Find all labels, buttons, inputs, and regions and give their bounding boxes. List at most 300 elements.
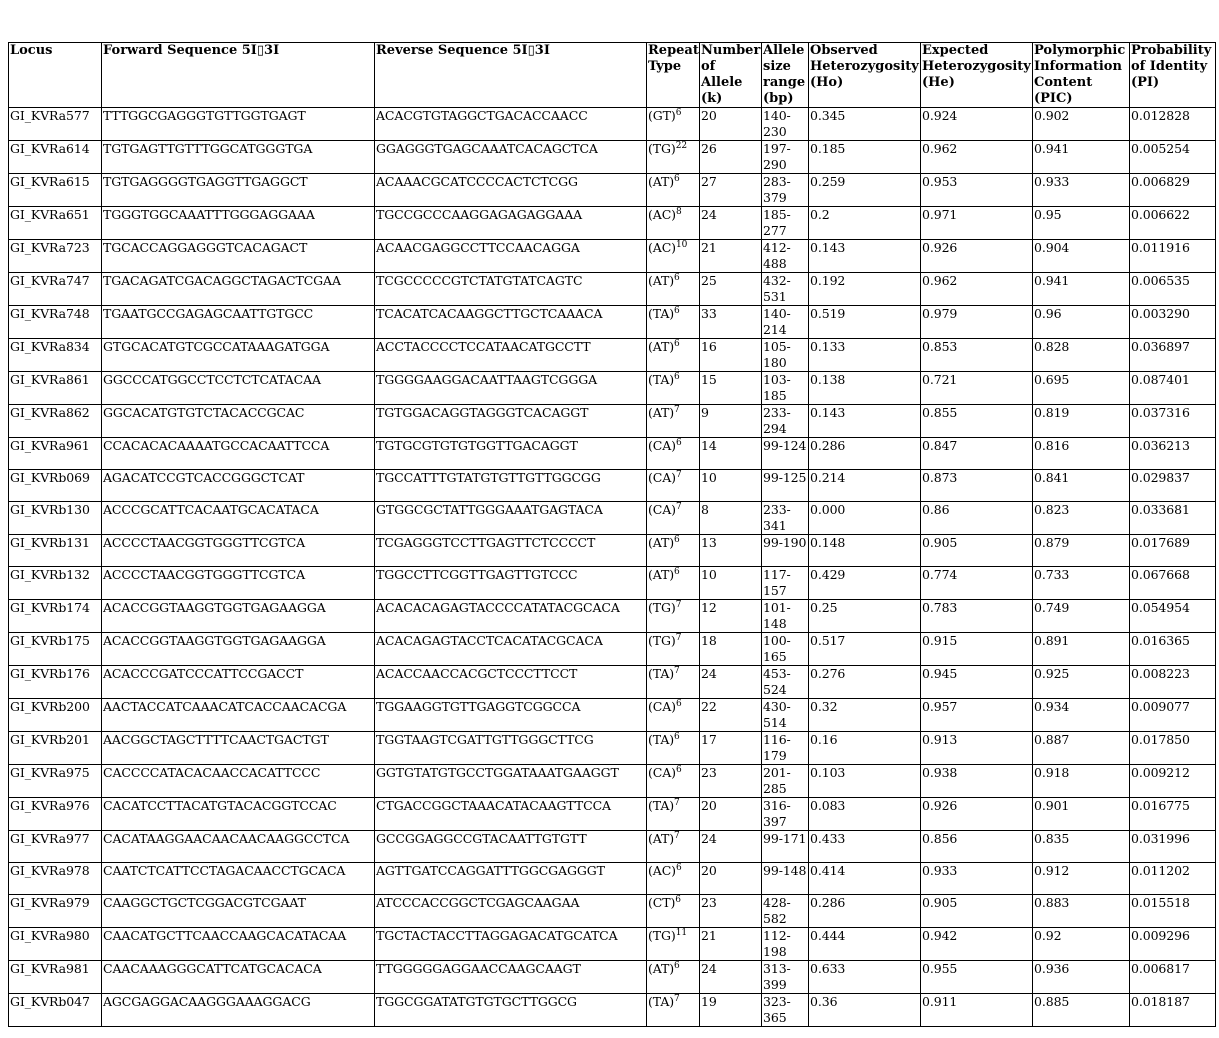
- observed-heterozygosity-cell: 0.519: [809, 306, 921, 339]
- locus-cell: GI_KVRa747: [9, 273, 102, 306]
- table-row: [9, 831, 1216, 863]
- repeat-type-cell: [647, 798, 700, 831]
- repeat-motif: (AT): [648, 961, 675, 976]
- locus-cell: GI_KVRa861: [9, 372, 102, 405]
- allele-count-cell: 12: [700, 600, 762, 633]
- repeat-motif: (GT): [648, 108, 676, 123]
- locus-cell: GI_KVRa748: [9, 306, 102, 339]
- table-row: [9, 470, 1216, 502]
- repeat-type-cell: [647, 732, 700, 765]
- repeat-type-cell: [647, 141, 700, 174]
- reverse-sequence-cell: TGGAAGGTGTTGAGGTCGGCCA: [375, 699, 647, 732]
- forward-sequence-cell: TGCACCAGGAGGGTCACAGACT: [102, 240, 375, 273]
- observed-heterozygosity-cell: 0.444: [809, 928, 921, 961]
- expected-heterozygosity-cell: 0.926: [921, 240, 1033, 273]
- locus-cell: GI_KVRb130: [9, 502, 102, 535]
- locus-cell: GI_KVRb201: [9, 732, 102, 765]
- table-row: [9, 961, 1216, 994]
- locus-cell: GI_KVRa834: [9, 339, 102, 372]
- locus-cell: GI_KVRa651: [9, 207, 102, 240]
- pic-cell: 0.95: [1033, 207, 1130, 240]
- repeat-type-cell: [647, 535, 700, 567]
- probability-of-identity-cell: 0.009212: [1130, 765, 1216, 798]
- allele-range-cell: 316-397: [762, 798, 809, 831]
- table-row: [9, 666, 1216, 699]
- repeat-motif: (AT): [648, 831, 675, 846]
- reverse-sequence-cell: ACACGTGTAGGCTGACACCAACC: [375, 108, 647, 141]
- repeat-count: 10: [675, 240, 688, 250]
- pic-cell: 0.887: [1033, 732, 1130, 765]
- reverse-sequence-cell: TCGAGGGTCCTTGAGTTCTCCCCT: [375, 535, 647, 567]
- probability-of-identity-cell: 0.006829: [1130, 174, 1216, 207]
- probability-of-identity-cell: 0.029837: [1130, 470, 1216, 502]
- forward-sequence-cell: ACACCGGTAAGGTGGTGAGAAGGA: [102, 600, 375, 633]
- probability-of-identity-cell: 0.037316: [1130, 405, 1216, 438]
- expected-heterozygosity-cell: 0.913: [921, 732, 1033, 765]
- repeat-type-cell: [647, 831, 700, 863]
- repeat-motif: (AC): [648, 240, 676, 255]
- forward-sequence-cell: CACATCCTTACATGTACACGGTCCAC: [102, 798, 375, 831]
- expected-heterozygosity-cell: 0.957: [921, 699, 1033, 732]
- observed-heterozygosity-cell: 0.276: [809, 666, 921, 699]
- repeat-type-cell: [647, 633, 700, 666]
- probability-of-identity-cell: 0.006622: [1130, 207, 1216, 240]
- repeat-type-cell: [647, 240, 700, 273]
- repeat-motif: (TG): [648, 600, 676, 615]
- header-repeat-type: Repeat Type: [647, 43, 700, 108]
- repeat-count: 6: [674, 372, 680, 382]
- table-row: [9, 502, 1216, 535]
- forward-sequence-cell: TGACAGATCGACAGGCTAGACTCGAA: [102, 273, 375, 306]
- repeat-motif: (AC): [648, 207, 676, 222]
- table-row: [9, 306, 1216, 339]
- repeat-count: 7: [674, 798, 680, 808]
- locus-cell: GI_KVRb175: [9, 633, 102, 666]
- repeat-count: 6: [674, 339, 680, 349]
- header-allele-size-range: Allele size range (bp): [762, 43, 809, 108]
- pic-cell: 0.92: [1033, 928, 1130, 961]
- repeat-motif: (CA): [648, 470, 676, 485]
- allele-count-cell: 21: [700, 928, 762, 961]
- allele-range-cell: 140-230: [762, 108, 809, 141]
- repeat-type-cell: [647, 306, 700, 339]
- repeat-type-cell: [647, 273, 700, 306]
- observed-heterozygosity-cell: 0.345: [809, 108, 921, 141]
- probability-of-identity-cell: 0.015518: [1130, 895, 1216, 928]
- header-probability-of-identity: Probability of Identity (PI): [1130, 43, 1216, 108]
- repeat-count: 6: [675, 863, 682, 873]
- probability-of-identity-cell: 0.067668: [1130, 567, 1216, 600]
- reverse-sequence-cell: ACAAACGCATCCCCACTCTCGG: [375, 174, 647, 207]
- repeat-count: 7: [674, 831, 680, 841]
- table-row: [9, 633, 1216, 666]
- repeat-count: 7: [675, 470, 682, 480]
- allele-count-cell: 24: [700, 666, 762, 699]
- pic-cell: 0.941: [1033, 273, 1130, 306]
- observed-heterozygosity-cell: 0.103: [809, 765, 921, 798]
- repeat-motif: (AT): [648, 535, 675, 550]
- allele-range-cell: 453-524: [762, 666, 809, 699]
- forward-sequence-cell: GGCACATGTGTCTACACCGCAC: [102, 405, 375, 438]
- allele-range-cell: 197-290: [762, 141, 809, 174]
- pic-cell: 0.918: [1033, 765, 1130, 798]
- table-row: [9, 928, 1216, 961]
- pic-cell: 0.885: [1033, 994, 1130, 1027]
- probability-of-identity-cell: 0.003290: [1130, 306, 1216, 339]
- pic-cell: 0.879: [1033, 535, 1130, 567]
- probability-of-identity-cell: 0.009077: [1130, 699, 1216, 732]
- allele-count-cell: 24: [700, 831, 762, 863]
- observed-heterozygosity-cell: 0.143: [809, 240, 921, 273]
- repeat-motif: (AT): [648, 339, 675, 354]
- allele-range-cell: 100-165: [762, 633, 809, 666]
- forward-sequence-cell: CAAGGCTGCTCGGACGTCGAAT: [102, 895, 375, 928]
- allele-range-cell: 99-125: [762, 470, 809, 502]
- allele-count-cell: 26: [700, 141, 762, 174]
- reverse-sequence-cell: ACCTACCCCTCCATAACATGCCTT: [375, 339, 647, 372]
- table-row: [9, 567, 1216, 600]
- allele-count-cell: 22: [700, 699, 762, 732]
- probability-of-identity-cell: 0.006535: [1130, 273, 1216, 306]
- table-row: [9, 535, 1216, 567]
- expected-heterozygosity-cell: 0.926: [921, 798, 1033, 831]
- forward-sequence-cell: TGGGTGGCAAATTTGGGAGGAAA: [102, 207, 375, 240]
- allele-range-cell: 430-514: [762, 699, 809, 732]
- locus-cell: GI_KVRa961: [9, 438, 102, 470]
- observed-heterozygosity-cell: 0.633: [809, 961, 921, 994]
- repeat-motif: (TG): [648, 928, 676, 943]
- locus-cell: GI_KVRa614: [9, 141, 102, 174]
- allele-range-cell: 105-180: [762, 339, 809, 372]
- allele-range-cell: 412-488: [762, 240, 809, 273]
- expected-heterozygosity-cell: 0.924: [921, 108, 1033, 141]
- allele-count-cell: 17: [700, 732, 762, 765]
- reverse-sequence-cell: TGCTACTACCTTAGGAGACATGCATCA: [375, 928, 647, 961]
- locus-cell: GI_KVRb200: [9, 699, 102, 732]
- table-row: [9, 372, 1216, 405]
- allele-count-cell: 8: [700, 502, 762, 535]
- expected-heterozygosity-cell: 0.774: [921, 567, 1033, 600]
- expected-heterozygosity-cell: 0.962: [921, 273, 1033, 306]
- pic-cell: 0.904: [1033, 240, 1130, 273]
- pic-cell: 0.835: [1033, 831, 1130, 863]
- probability-of-identity-cell: 0.008223: [1130, 666, 1216, 699]
- probability-of-identity-cell: 0.017689: [1130, 535, 1216, 567]
- reverse-sequence-cell: ACACACAGAGTACCCCATATACGCACA: [375, 600, 647, 633]
- observed-heterozygosity-cell: 0.286: [809, 895, 921, 928]
- reverse-sequence-cell: ACACCAACCACGCTCCCTTCCT: [375, 666, 647, 699]
- forward-sequence-cell: AACTACCATCAAACATCACCAACACGA: [102, 699, 375, 732]
- allele-count-cell: 25: [700, 273, 762, 306]
- repeat-type-cell: [647, 895, 700, 928]
- forward-sequence-cell: TGTGAGGGGTGAGGTTGAGGCT: [102, 174, 375, 207]
- allele-count-cell: 14: [700, 438, 762, 470]
- repeat-count: 6: [674, 273, 680, 283]
- repeat-count: 6: [674, 961, 680, 971]
- allele-count-cell: 23: [700, 895, 762, 928]
- repeat-type-cell: [647, 928, 700, 961]
- header-forward-sequence: Forward Sequence 5I▯3I: [102, 43, 375, 108]
- reverse-sequence-cell: TGTGCGTGTGTGGTTGACAGGT: [375, 438, 647, 470]
- table-row: [9, 339, 1216, 372]
- table-row: [9, 273, 1216, 306]
- allele-range-cell: 101-148: [762, 600, 809, 633]
- forward-sequence-cell: ACCCGCATTCACAATGCACATACA: [102, 502, 375, 535]
- repeat-count: 6: [674, 732, 680, 742]
- expected-heterozygosity-cell: 0.953: [921, 174, 1033, 207]
- repeat-type-cell: [647, 699, 700, 732]
- probability-of-identity-cell: 0.036213: [1130, 438, 1216, 470]
- repeat-motif: (AC): [648, 863, 676, 878]
- repeat-type-cell: [647, 765, 700, 798]
- forward-sequence-cell: CAACAAAGGGCATTCATGCACACA: [102, 961, 375, 994]
- allele-range-cell: 233-294: [762, 405, 809, 438]
- pic-cell: 0.733: [1033, 567, 1130, 600]
- probability-of-identity-cell: 0.018187: [1130, 994, 1216, 1027]
- forward-sequence-cell: TGTGAGTTGTTTGGCATGGGTGA: [102, 141, 375, 174]
- probability-of-identity-cell: 0.087401: [1130, 372, 1216, 405]
- reverse-sequence-cell: TGGTAAGTCGATTGTTGGGCTTCG: [375, 732, 647, 765]
- reverse-sequence-cell: GCCGGAGGCCGTACAATTGTGTT: [375, 831, 647, 863]
- allele-range-cell: 313-399: [762, 961, 809, 994]
- repeat-motif: (TA): [648, 798, 675, 813]
- locus-cell: GI_KVRa975: [9, 765, 102, 798]
- allele-count-cell: 24: [700, 961, 762, 994]
- locus-cell: GI_KVRb131: [9, 535, 102, 567]
- pic-cell: 0.883: [1033, 895, 1130, 928]
- repeat-motif: (CA): [648, 438, 676, 453]
- observed-heterozygosity-cell: 0.517: [809, 633, 921, 666]
- locus-cell: GI_KVRb176: [9, 666, 102, 699]
- forward-sequence-cell: ACCCCTAACGGTGGGTTCGTCA: [102, 535, 375, 567]
- repeat-motif: (TA): [648, 994, 675, 1009]
- expected-heterozygosity-cell: 0.905: [921, 895, 1033, 928]
- forward-sequence-cell: ACACCGGTAAGGTGGTGAGAAGGA: [102, 633, 375, 666]
- allele-count-cell: 20: [700, 798, 762, 831]
- pic-cell: 0.96: [1033, 306, 1130, 339]
- header-observed-heterozygosity: Observed Heterozygosity (Ho): [809, 43, 921, 108]
- allele-range-cell: 428-582: [762, 895, 809, 928]
- pic-cell: 0.912: [1033, 863, 1130, 895]
- table-row: [9, 765, 1216, 798]
- reverse-sequence-cell: TGCCGCCCAAGGAGAGAGGAAA: [375, 207, 647, 240]
- allele-range-cell: 201-285: [762, 765, 809, 798]
- observed-heterozygosity-cell: 0.133: [809, 339, 921, 372]
- observed-heterozygosity-cell: 0.414: [809, 863, 921, 895]
- allele-range-cell: 99-171: [762, 831, 809, 863]
- expected-heterozygosity-cell: 0.911: [921, 994, 1033, 1027]
- reverse-sequence-cell: AGTTGATCCAGGATTTGGCGAGGGT: [375, 863, 647, 895]
- repeat-motif: (TG): [648, 141, 676, 156]
- forward-sequence-cell: GTGCACATGTCGCCATAAAGATGGA: [102, 339, 375, 372]
- locus-cell: GI_KVRa615: [9, 174, 102, 207]
- observed-heterozygosity-cell: 0.429: [809, 567, 921, 600]
- allele-count-cell: 27: [700, 174, 762, 207]
- allele-count-cell: 13: [700, 535, 762, 567]
- header-locus: Locus: [9, 43, 102, 108]
- locus-cell: GI_KVRb132: [9, 567, 102, 600]
- table-row: [9, 108, 1216, 141]
- observed-heterozygosity-cell: 0.185: [809, 141, 921, 174]
- repeat-count: 7: [675, 502, 682, 512]
- pic-cell: 0.925: [1033, 666, 1130, 699]
- allele-range-cell: 233-341: [762, 502, 809, 535]
- forward-sequence-cell: AGACATCCGTCACCGGGCTCAT: [102, 470, 375, 502]
- forward-sequence-cell: ACACCCGATCCCATTCCGACCT: [102, 666, 375, 699]
- locus-cell: GI_KVRa862: [9, 405, 102, 438]
- reverse-sequence-cell: TGCCATTTGTATGTGTTGTTGGCGG: [375, 470, 647, 502]
- pic-cell: 0.749: [1033, 600, 1130, 633]
- probability-of-identity-cell: 0.009296: [1130, 928, 1216, 961]
- allele-range-cell: 116-179: [762, 732, 809, 765]
- reverse-sequence-cell: TGGGGAAGGACAATTAAGTCGGGA: [375, 372, 647, 405]
- expected-heterozygosity-cell: 0.962: [921, 141, 1033, 174]
- observed-heterozygosity-cell: 0.16: [809, 732, 921, 765]
- allele-count-cell: 16: [700, 339, 762, 372]
- pic-cell: 0.902: [1033, 108, 1130, 141]
- header-pic: Polymorphic Information Content (PIC): [1033, 43, 1130, 108]
- expected-heterozygosity-cell: 0.933: [921, 863, 1033, 895]
- forward-sequence-cell: CAATCTCATTCCTAGACAACCTGCACA: [102, 863, 375, 895]
- forward-sequence-cell: CACATAAGGAACAACAACAAGGCCTCA: [102, 831, 375, 863]
- pic-cell: 0.841: [1033, 470, 1130, 502]
- locus-cell: GI_KVRa979: [9, 895, 102, 928]
- table-row: [9, 207, 1216, 240]
- probability-of-identity-cell: 0.054954: [1130, 600, 1216, 633]
- primer-table: [8, 42, 1216, 1027]
- repeat-motif: (TA): [648, 372, 675, 387]
- allele-count-cell: 24: [700, 207, 762, 240]
- observed-heterozygosity-cell: 0.138: [809, 372, 921, 405]
- repeat-count: 22: [675, 141, 687, 151]
- allele-count-cell: 19: [700, 994, 762, 1027]
- probability-of-identity-cell: 0.006817: [1130, 961, 1216, 994]
- forward-sequence-cell: GGCCCATGGCCTCCTCTCATACAA: [102, 372, 375, 405]
- pic-cell: 0.816: [1033, 438, 1130, 470]
- repeat-motif: (TA): [648, 732, 675, 747]
- repeat-count: 7: [675, 600, 682, 610]
- allele-count-cell: 9: [700, 405, 762, 438]
- forward-sequence-cell: AGCGAGGACAAGGGAAAGGACG: [102, 994, 375, 1027]
- repeat-type-cell: [647, 339, 700, 372]
- repeat-type-cell: [647, 961, 700, 994]
- expected-heterozygosity-cell: 0.86: [921, 502, 1033, 535]
- expected-heterozygosity-cell: 0.915: [921, 633, 1033, 666]
- allele-range-cell: 185-277: [762, 207, 809, 240]
- expected-heterozygosity-cell: 0.971: [921, 207, 1033, 240]
- table-row: [9, 994, 1216, 1027]
- allele-range-cell: 99-190: [762, 535, 809, 567]
- observed-heterozygosity-cell: 0.000: [809, 502, 921, 535]
- repeat-motif: (CT): [648, 895, 676, 910]
- reverse-sequence-cell: ATCCCACCGGCTCGAGCAAGAA: [375, 895, 647, 928]
- reverse-sequence-cell: TGGCCTTCGGTTGAGTTGTCCC: [375, 567, 647, 600]
- observed-heterozygosity-cell: 0.143: [809, 405, 921, 438]
- table-row: [9, 895, 1216, 928]
- expected-heterozygosity-cell: 0.938: [921, 765, 1033, 798]
- repeat-count: 6: [674, 535, 680, 545]
- expected-heterozygosity-cell: 0.873: [921, 470, 1033, 502]
- expected-heterozygosity-cell: 0.942: [921, 928, 1033, 961]
- repeat-count: 6: [675, 438, 682, 448]
- probability-of-identity-cell: 0.016365: [1130, 633, 1216, 666]
- repeat-count: 6: [675, 699, 682, 709]
- observed-heterozygosity-cell: 0.2: [809, 207, 921, 240]
- expected-heterozygosity-cell: 0.856: [921, 831, 1033, 863]
- observed-heterozygosity-cell: 0.259: [809, 174, 921, 207]
- repeat-count: 7: [675, 633, 682, 643]
- probability-of-identity-cell: 0.011916: [1130, 240, 1216, 273]
- repeat-type-cell: [647, 863, 700, 895]
- reverse-sequence-cell: ACACAGAGTACCTCACATACGCACA: [375, 633, 647, 666]
- table-row: [9, 600, 1216, 633]
- repeat-motif: (CA): [648, 502, 676, 517]
- reverse-sequence-cell: TGTGGACAGGTAGGGTCACAGGT: [375, 405, 647, 438]
- repeat-type-cell: [647, 405, 700, 438]
- expected-heterozygosity-cell: 0.945: [921, 666, 1033, 699]
- repeat-motif: (AT): [648, 405, 675, 420]
- header-expected-heterozygosity: Expected Heterozygosity (He): [921, 43, 1033, 108]
- repeat-type-cell: [647, 994, 700, 1027]
- observed-heterozygosity-cell: 0.214: [809, 470, 921, 502]
- allele-range-cell: 432-531: [762, 273, 809, 306]
- expected-heterozygosity-cell: 0.905: [921, 535, 1033, 567]
- allele-range-cell: 117-157: [762, 567, 809, 600]
- observed-heterozygosity-cell: 0.192: [809, 273, 921, 306]
- table-row: [9, 732, 1216, 765]
- allele-count-cell: 10: [700, 470, 762, 502]
- reverse-sequence-cell: TCGCCCCCGTCTATGTATCAGTC: [375, 273, 647, 306]
- pic-cell: 0.819: [1033, 405, 1130, 438]
- allele-count-cell: 21: [700, 240, 762, 273]
- table-row: [9, 798, 1216, 831]
- repeat-count: 7: [674, 405, 680, 415]
- allele-range-cell: 323-365: [762, 994, 809, 1027]
- expected-heterozygosity-cell: 0.855: [921, 405, 1033, 438]
- probability-of-identity-cell: 0.016775: [1130, 798, 1216, 831]
- pic-cell: 0.823: [1033, 502, 1130, 535]
- reverse-sequence-cell: TCACATCACAAGGCTTGCTCAAACA: [375, 306, 647, 339]
- forward-sequence-cell: CCACACACAAAATGCCACAATTCCA: [102, 438, 375, 470]
- header-row: [9, 43, 1216, 108]
- observed-heterozygosity-cell: 0.286: [809, 438, 921, 470]
- pic-cell: 0.941: [1033, 141, 1130, 174]
- repeat-type-cell: [647, 567, 700, 600]
- repeat-count: 7: [674, 994, 680, 1004]
- allele-count-cell: 23: [700, 765, 762, 798]
- forward-sequence-cell: TGAATGCCGAGAGCAATTGTGCC: [102, 306, 375, 339]
- pic-cell: 0.934: [1033, 699, 1130, 732]
- allele-range-cell: 283-379: [762, 174, 809, 207]
- observed-heterozygosity-cell: 0.25: [809, 600, 921, 633]
- repeat-type-cell: [647, 502, 700, 535]
- allele-count-cell: 15: [700, 372, 762, 405]
- repeat-count: 6: [674, 567, 680, 577]
- observed-heterozygosity-cell: 0.32: [809, 699, 921, 732]
- table-row: [9, 405, 1216, 438]
- probability-of-identity-cell: 0.005254: [1130, 141, 1216, 174]
- allele-range-cell: 99-124: [762, 438, 809, 470]
- repeat-type-cell: [647, 207, 700, 240]
- locus-cell: GI_KVRa577: [9, 108, 102, 141]
- probability-of-identity-cell: 0.011202: [1130, 863, 1216, 895]
- repeat-type-cell: [647, 108, 700, 141]
- repeat-motif: (TA): [648, 666, 675, 681]
- header-reverse-sequence: Reverse Sequence 5I▯3I: [375, 43, 647, 108]
- allele-range-cell: 140-214: [762, 306, 809, 339]
- table-body: [9, 108, 1216, 1027]
- allele-range-cell: 112-198: [762, 928, 809, 961]
